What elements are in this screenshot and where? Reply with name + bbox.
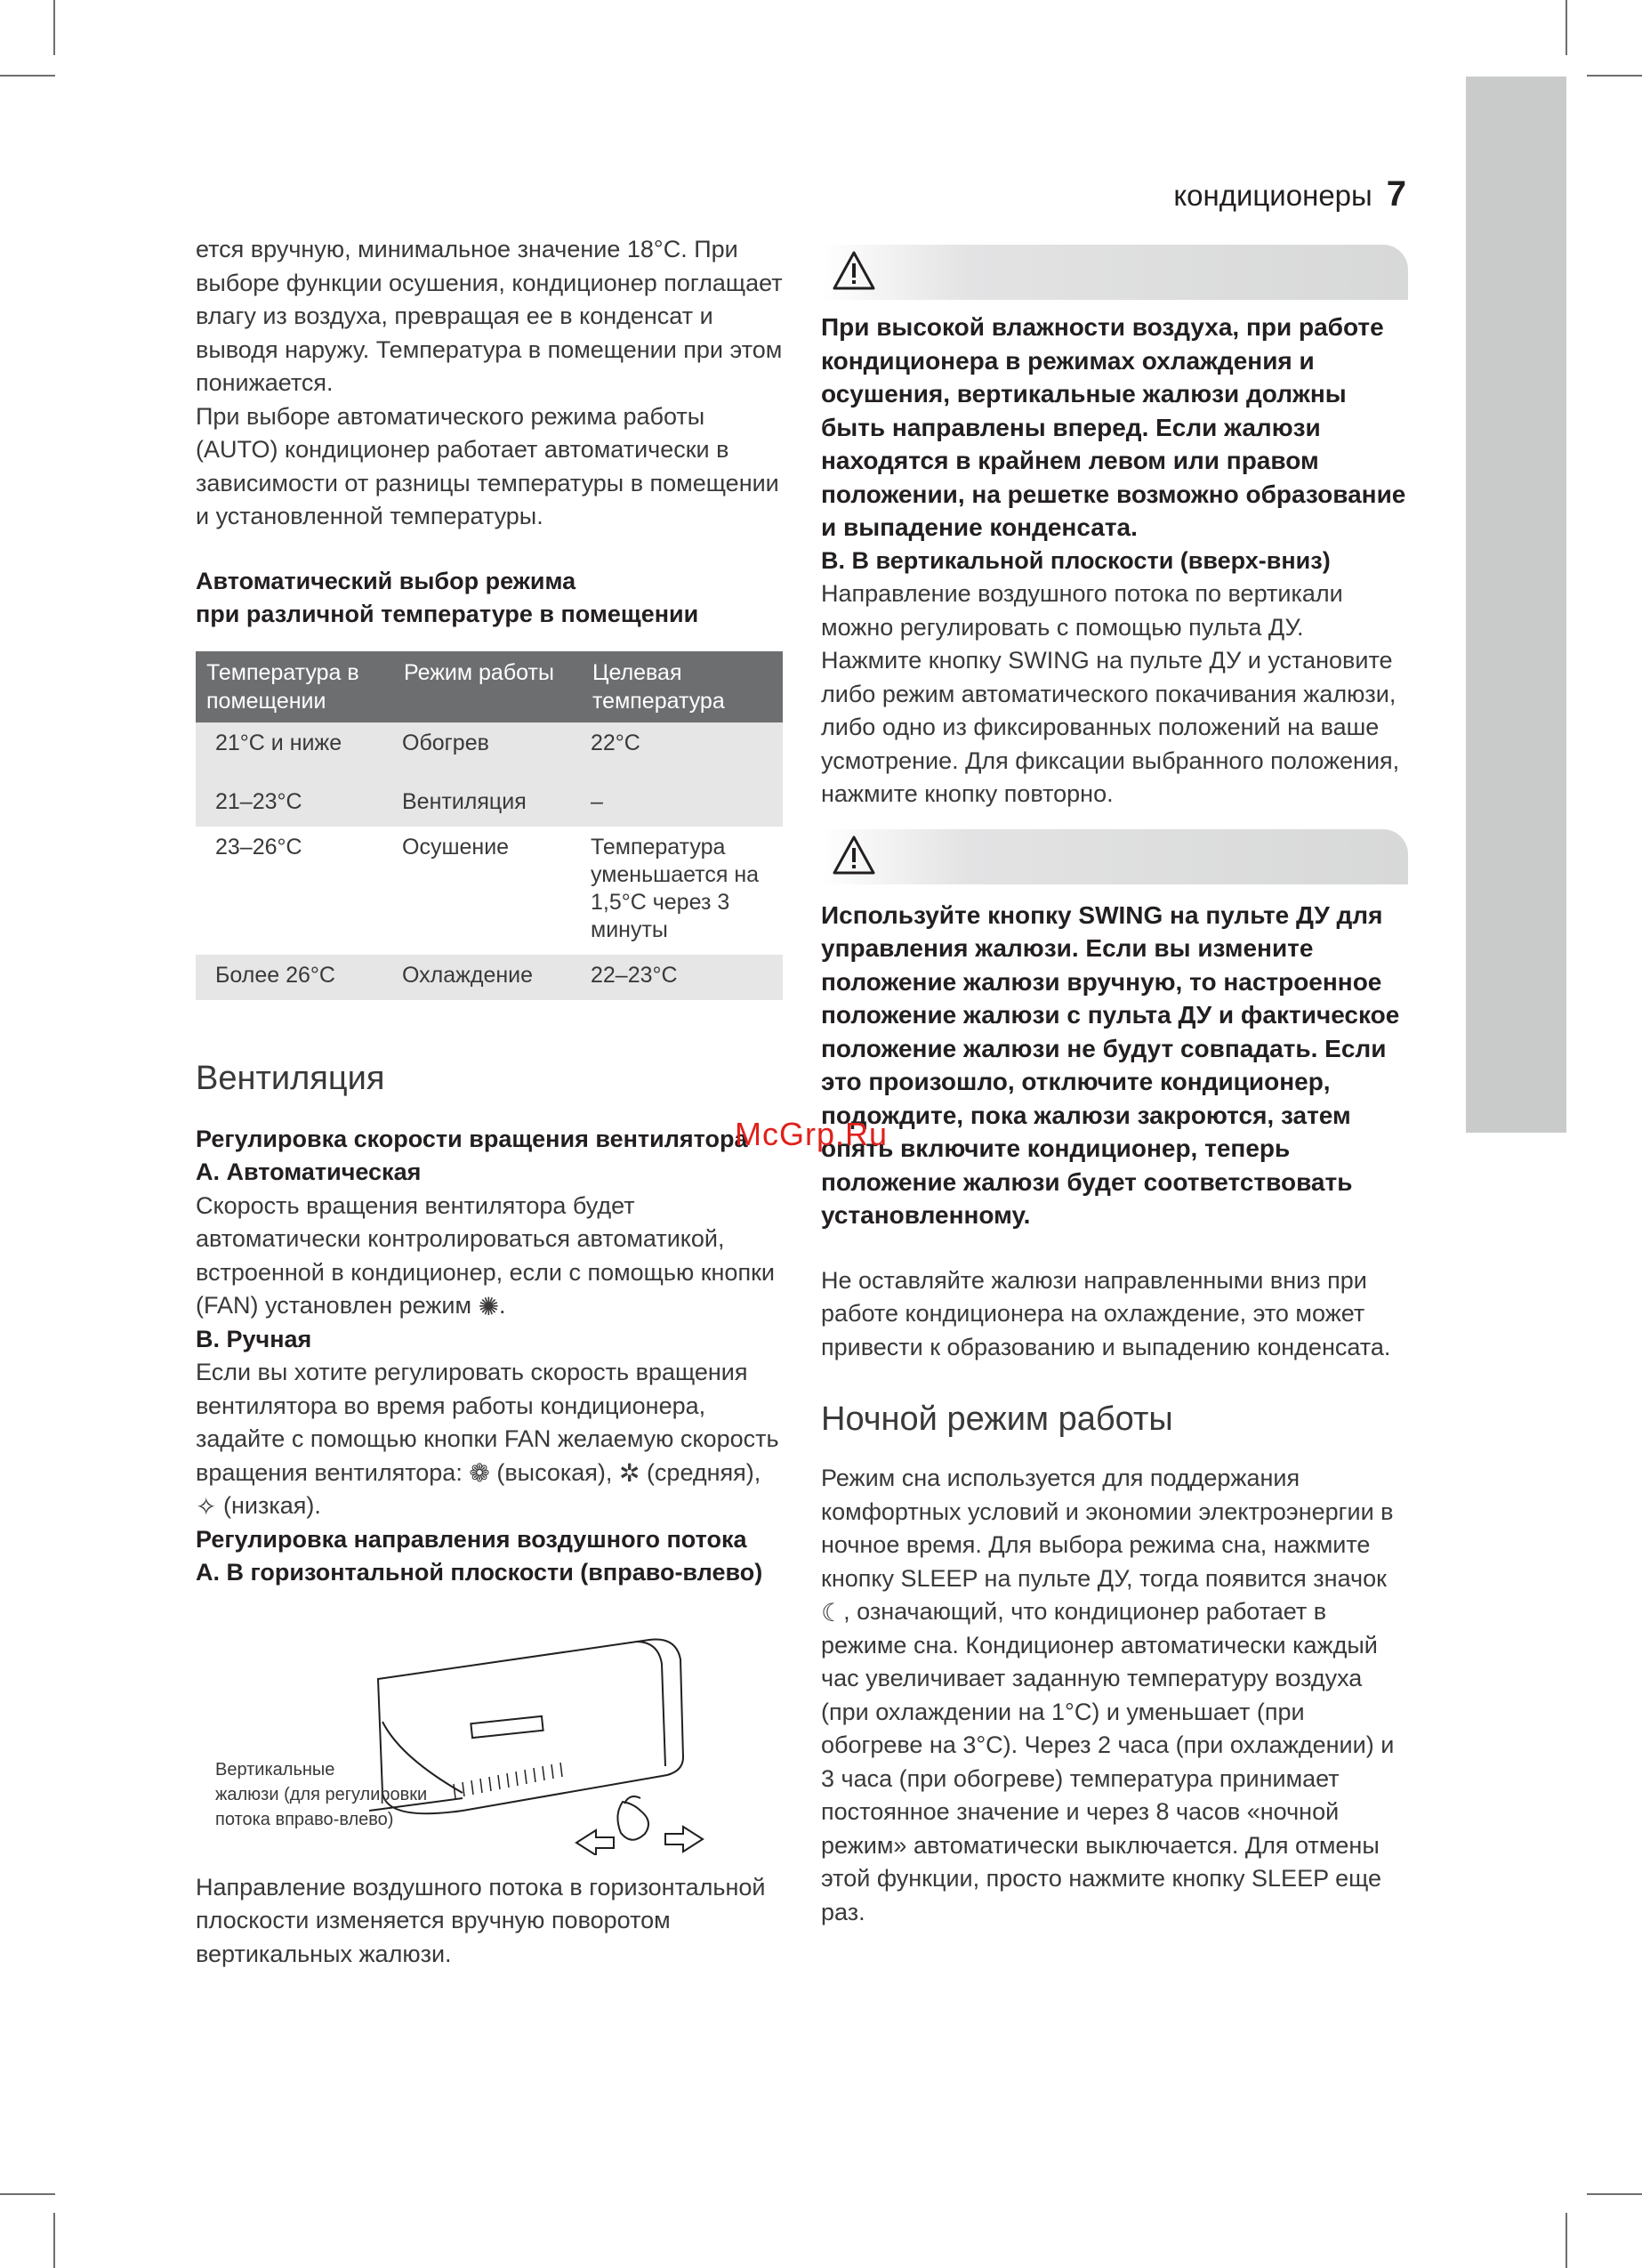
warning-icon [832, 835, 876, 876]
table-cell: Температура уменьшается на 1,5°C через 3 минуты [591, 834, 760, 942]
auto-subheading: A. Автоматическая [196, 1158, 422, 1185]
table-cell: 23–26°C [215, 834, 302, 860]
table-row [196, 827, 783, 955]
crop-mark [0, 75, 55, 77]
table-header-row [196, 651, 783, 722]
crop-mark [0, 2193, 55, 2195]
caption-line: Вертикальные [215, 1759, 335, 1780]
watermark: McGrp.Ru [735, 1116, 889, 1152]
section-title: кондиционеры [1173, 179, 1372, 212]
table-cell: 22–23°C [582, 955, 783, 1000]
manual-fan-text: Если вы хотите регулировать скорость вращения вентилятора во время работы кондиционера, задайте с помощью кнопки FAN желаемую скорость вращения вентилятора: [196, 1359, 779, 1486]
warning-bar [821, 245, 1408, 300]
vertical-subheading: B. В вертикальной плоскости (вверх-вниз) [821, 546, 1331, 574]
table-cell: Осушение [402, 834, 510, 860]
caption-line: потока вправо-влево) [215, 1809, 394, 1829]
louver-illustration [196, 1624, 783, 1855]
speed-medium-label: (средняя), [646, 1458, 761, 1486]
warning-bar [821, 829, 1408, 884]
warning-text-swing: Используйте кнопку SWING на пульте ДУ для управления жалюзи. Если вы измените положение жалюзи вручную, то настроенное положение жалюзи с пульта ДУ и фактическое положение жалюзи не будут совпадать. Если это произошло, отключите кондиционер, подождите, пока жалюзи закроются, затем опять включите кондиционер, теперь положение жалюзи будет соответствовать установленному. [821, 900, 1400, 1229]
auto-fan-paragraph [196, 1190, 783, 1323]
crop-mark [1587, 2193, 1642, 2195]
table-title-line-1: Автоматический выбор режима [196, 567, 576, 594]
table-cell: Охлаждение [393, 955, 582, 1000]
fan-medium-icon: ✲ [618, 1459, 640, 1488]
warning-text-humidity: При высокой влажности воздуха, при работе кондиционера в режимах охлаждения и осушения, вертикальные жалюзи должны быть направлены вперед. Если жалюзи находятся в крайнем левом или правом положении, на решетке возможно образование и выпадение конденсата. [821, 313, 1406, 541]
auto-mode-paragraph: При выборе автоматического режима работы (AUTO) кондиционер работает автоматически в зависимости от разницы температуры в помещении и установленной температуры. [196, 402, 779, 529]
crop-mark [53, 0, 55, 55]
auto-fan-text-end: . [499, 1292, 506, 1319]
right-column [821, 245, 1408, 1929]
table-row [196, 781, 783, 827]
louver-note-paragraph: Не оставляйте жалюзи направленными вниз при работе кондиционера на охлаждение, это может привести к образованию и выпадению конденсата. [821, 1266, 1391, 1360]
table-row [196, 955, 783, 1000]
auto-mode-table [196, 651, 783, 1000]
manual-subheading: B. Ручная [196, 1325, 312, 1352]
sleep-moon-icon: ☾ [821, 1598, 844, 1626]
table-cell: 21°C и ниже [196, 722, 393, 781]
table-cell: Вентиляция [393, 781, 582, 827]
speed-high-label: (высокая), [496, 1458, 613, 1486]
table-cell: – [582, 781, 783, 827]
crop-mark [1587, 75, 1642, 77]
louver-caption [215, 1757, 427, 1832]
night-mode-heading: Ночной режим работы [821, 1400, 1173, 1438]
warning-bar-background [821, 829, 1408, 884]
horizontal-subheading: A. В горизонтальной плоскости (вправо-влево) [196, 1559, 763, 1586]
night-mode-paragraph [821, 1462, 1408, 1929]
crop-mark [1566, 0, 1567, 55]
caption-line: жалюзи (для регулировки [215, 1784, 428, 1804]
intro-paragraph: ется вручную, минимальное значение 18°C. При выборе функции осушения, кондиционер поглащает влагу из воздуха, превращая ее в конденсат и выводя наружу. Температура в помещении при этом понижается. [196, 236, 783, 396]
page-number: 7 [1386, 174, 1406, 214]
table-header-cell: Режим работы [393, 651, 582, 722]
table-title-line-2: при различной температуре в помещении [196, 601, 699, 627]
section-side-tab [1466, 77, 1566, 1133]
table-header-cell: Целевая температура [582, 651, 783, 722]
ventilation-heading: Вентиляция [196, 1059, 385, 1097]
fan-speed-heading: Регулировка скорости вращения вентилятора [196, 1125, 748, 1152]
auto-fan-text: Скорость вращения вентилятора будет автоматически контролироваться автоматикой, встроенной в кондиционер, если с помощью кнопки (FAN) установлен режим [196, 1191, 775, 1319]
fan-auto-icon: ✺ [478, 1292, 500, 1320]
table-cell: Обогрев [393, 722, 582, 781]
horizontal-paragraph: Направление воздушного потока в горизонтальной плоскости изменяется вручную поворотом вертикальных жалюзи. [196, 1873, 766, 1967]
night-mode-text-rest: , означающий, что кондиционер работает в режиме сна. Кондиционер автоматически каждый час увеличивает заданную температуру воздуха (при охлаждении на 1°C) и уменьшает (при обогреве на 3°C). Через 2 часа (при охлаждении) и 3 часа (при обогреве) температура принимает постоянное значение и через 8 часов «ночной режим» автоматически выключается. Для отмены этой функции, просто нажмите кнопку SLEEP еще раз. [821, 1598, 1395, 1925]
fan-high-icon: ❁ [469, 1459, 490, 1488]
left-column [196, 233, 783, 1971]
speed-low-label: (низкая). [222, 1492, 321, 1519]
table-cell: 22°C [582, 722, 783, 781]
warning-icon [832, 250, 876, 291]
crop-mark [53, 2213, 55, 2268]
airflow-heading: Регулировка направления воздушного потока [196, 1525, 747, 1553]
table-row [196, 722, 783, 781]
table-header-cell: Температура в помещении [196, 651, 393, 722]
table-cell: Более 26°C [196, 955, 393, 1000]
running-header [1173, 174, 1406, 214]
table-cell: 21–23°C [196, 781, 393, 827]
warning-bar-background [821, 245, 1408, 300]
vertical-paragraph: Направление воздушного потока по вертикали можно регулировать с помощью пульта ДУ. Нажмите кнопку SWING на пульте ДУ и установите либо режим автоматического покачивания жалюзи, либо одно из фиксированных положений на ваше усмотрение. Для фиксации выбранного положения, нажмите кнопку повторно. [821, 580, 1400, 807]
crop-mark [1566, 2213, 1567, 2268]
fan-low-icon: ✧ [196, 1492, 217, 1521]
manual-fan-paragraph [196, 1356, 783, 1523]
night-mode-text: Режим сна используется для поддержания комфортных условий и экономии электроэнергии в ночное время. Для выбора режима сна, нажмите кнопку SLEEP на пульте ДУ, тогда появится значок [821, 1465, 1394, 1592]
